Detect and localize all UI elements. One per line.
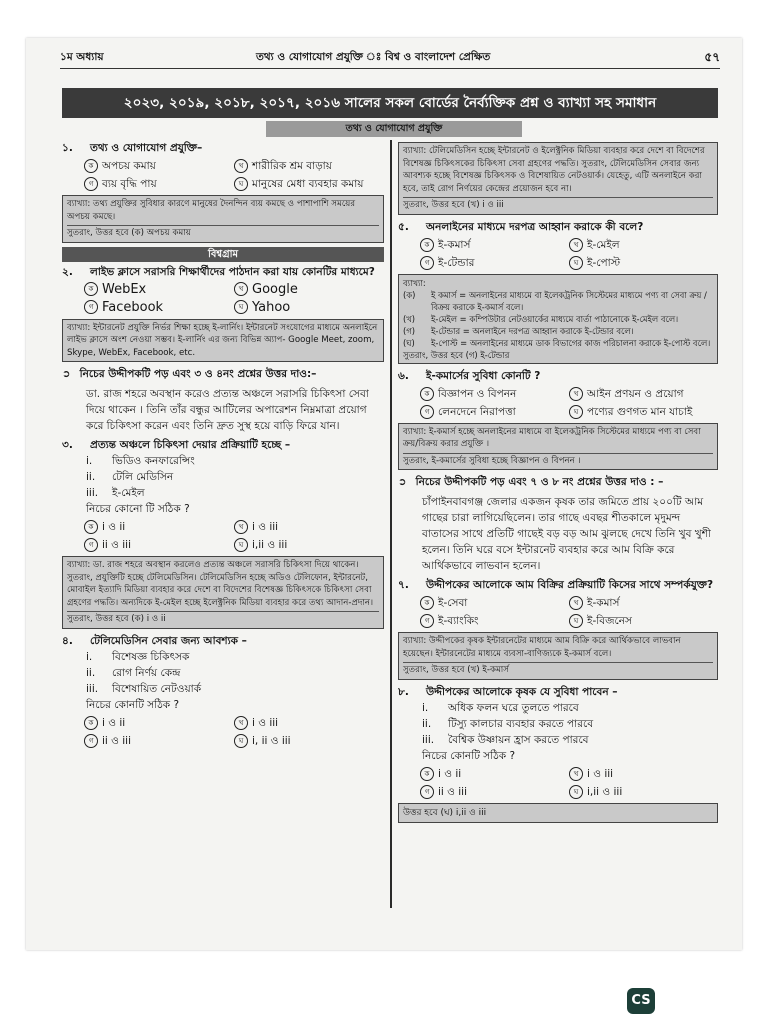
answer-text: সুতরাং, উত্তর হবে (ক) i ও ii bbox=[67, 614, 166, 624]
statement: i. বিশেষজ্ঞ চিকিৎসক bbox=[86, 650, 190, 663]
explanation-box: ব্যাখ্যা: (ক) ই কমার্স = অনলাইনের মাধ্যমে বা ইলেকট্রনিক সিস্টেমের মাধ্যমে পণ্য বা সেবা ক্রয় / বিক্রয় করাকে ই-কমার্স বলে। (খ) ই-মেইল = কম্পিউটার নেটওয়ার্কের মাধ্যমে বার্তা পাঠানোকে ই-মেইল বলে। (গ) ই-টেন্ডার = অনলাইনে দরপত্র আহ্বান করাকে ই-টেন্ডার বলে। (ঘ) ই-পোস্ট = অনলাইনের মাধ্যমে ডাক বিভাগের কাজ পরিচালনা করাকে ই-পোস্ট বলে। সুতরাং, উত্তর হবে (গ) ই-টেন্ডার bbox=[398, 274, 718, 364]
question-6-options bbox=[398, 385, 718, 421]
question-7: ৭. উদ্দীপকের আলোকে আম বিক্রির প্রক্রিয়াটি কিসের সাথে সম্পর্কযুক্ত? bbox=[398, 579, 714, 591]
scenario-heading: ➲ নিচের উদ্দীপকটি পড় এবং ৭ ও ৮ নং প্রশ্নের উত্তর দাও : – bbox=[398, 476, 664, 488]
answer-text: সুতরাং, ই-কমার্সের সুবিধা হচ্ছে বিজ্ঞাপন ও বিপনন । bbox=[403, 455, 581, 466]
question-3-options bbox=[62, 518, 384, 554]
arrow-icon: ➲ bbox=[398, 477, 407, 488]
answer-text: সুতরাং, উত্তর হবে (গ) ই-টেন্ডার bbox=[403, 349, 510, 360]
answer-text: সুতরাং, উত্তর হবে (খ) ই-কমার্স bbox=[403, 665, 509, 675]
question-8-options bbox=[398, 765, 718, 801]
option[interactable]: গ লেনদেনে নিরাপত্তা bbox=[420, 403, 569, 421]
option-mark: ক bbox=[84, 716, 98, 730]
chapter-label: ১ম অধ্যায় bbox=[60, 51, 104, 63]
explanation-box: ব্যাখ্যা: ই-কমার্স হচ্ছে অনলাইনের মাধ্যমে বা ইলেকট্রনিক সিস্টেমের মাধ্যমে পণ্য বা সেবা ক্রয়/বিক্রয় করার প্রযুক্তি । সুতরাং, ই-কমার্সের সুবিধা হচ্ছে বিজ্ঞাপন ও বিপনন । bbox=[398, 423, 718, 471]
option[interactable]: ক অপচয় কমায় bbox=[84, 157, 234, 175]
option-mark: গ bbox=[420, 785, 434, 799]
option[interactable]: ক i ও ii bbox=[84, 518, 234, 536]
statement: i. অধিক ফলন ঘরে তুলতে পারবে bbox=[422, 701, 579, 714]
option-mark: ঘ bbox=[569, 614, 583, 628]
question-ask: নিচের কোনটি সঠিক ? bbox=[422, 749, 516, 762]
camscanner-logo: CS bbox=[627, 988, 655, 1014]
option[interactable]: ঘ Yahoo bbox=[234, 299, 384, 317]
explanation-box: ব্যাখ্যা: তথ্য প্রযুক্তির সুবিধার কারণে মানুষের দৈনন্দিন ব্যয় কমছে ও পাশাপাশি সময়ের অপচয় কমছে। সুতরাং, উত্তর হবে (ক) অপচয় কমায় bbox=[62, 195, 384, 243]
option-mark: গ bbox=[420, 614, 434, 628]
answer-text: সুতরাং, উত্তর হবে (খ) i ও iii bbox=[403, 200, 504, 210]
option[interactable]: গ ii ও iii bbox=[84, 732, 234, 750]
option[interactable]: খ আইন প্রণয়ন ও প্রয়োগ bbox=[569, 385, 718, 403]
option-mark: খ bbox=[234, 520, 248, 534]
explanation-box: ব্যাখ্যা: ডা. রাজ শহরে অবস্থান করলেও প্রত্যন্ত অঞ্চলে সরাসরি চিকিৎসা দিয়ে থাকেন। সুতরাং, প্রযুক্তিটি হচ্ছে টেলিমেডিসিন। টেলিমেডিসিন হচ্ছে অডিও টেলিফোন, ইন্টারনেট, মোবাইল ইত্যাদি মিডিয়া ব্যবহার করে দেশে বা বিদেশের বিশেষজ্ঞ চিকিৎসকে চিকিৎসা সেবা গ্রহণের পদ্ধতি। অন্যদিকে ই-মেইল হচ্ছে ইলেক্ট্রনিক মিডিয়া ব্যবহার করে তথ্য আদান-প্রদান। সুতরাং, উত্তর হবে (ক) i ও ii bbox=[62, 556, 384, 629]
page-number: ৫৭ bbox=[704, 50, 720, 64]
option-mark: খ bbox=[234, 282, 248, 296]
option-mark: ঘ bbox=[234, 538, 248, 552]
subject-banner: তথ্য ও যোগাযোগ প্রযুক্তি bbox=[266, 121, 522, 137]
option[interactable]: ঘ ই-পোস্ট bbox=[569, 254, 718, 272]
explanation-box: ব্যাখ্যা: ইন্টারনেট প্রযুক্তি নির্ভর শিক্ষা হচ্ছে ই-লার্নিং। ইন্টারনেট সংযোগের মাধ্যমে অনলাইনে লাইভ ক্লাসে অংশ নেওয়া সম্ভব। ই-লার্নিং এর জন্য বিভিন্ন অ্যাপ- Google Meet, zoom, Skype, WebEx, Facebook, etc. bbox=[62, 319, 384, 363]
left-column bbox=[62, 140, 384, 752]
option-mark: গ bbox=[84, 734, 98, 748]
option-mark: খ bbox=[569, 767, 583, 781]
question-ask: নিচের কোনটি সঠিক ? bbox=[86, 698, 180, 711]
scenario-heading: ➲ নিচের উদ্দীপকটি পড় এবং ৩ ও ৪নং প্রশ্নের উত্তর দাও:– bbox=[62, 368, 317, 380]
explanation-box: ব্যাখ্যা: উদ্দীপকের কৃষক ইন্টারনেটের মাধ্যমে আম বিক্রি করে আর্থিকভাবে লাভবান হয়েছেন। ইন্টারনেটের মাধ্যমে ব্যবসা-বাণিজ্যকে ই-কমার্স বলে। সুতরাং, উত্তর হবে (খ) ই-কমার্স bbox=[398, 632, 718, 680]
scenario-text: ডা. রাজ শহরে অবস্থান করেও প্রত্যন্ত অঞ্চলে সরাসরি চিকিৎসা সেবা দিয়ে থাকেন । তিনি তাঁর বন্ধুর আটিলের অপারেশন নিম্নমাত্রা প্রয়োগ করে চিকিৎসা করেন এবং তিনি দ্রুত সুস্থ হয়ে বাড়ি ফিরে যান। bbox=[86, 388, 369, 432]
option-mark: ক bbox=[84, 520, 98, 534]
option[interactable]: খ ই-কমার্স bbox=[569, 594, 718, 612]
right-column bbox=[398, 140, 718, 825]
answer-text: সুতরাং, উত্তর হবে (ক) অপচয় কমায় bbox=[67, 228, 191, 238]
option[interactable]: খ Google bbox=[234, 281, 384, 299]
statement: ii. টেলি মেডিসিন bbox=[86, 471, 174, 483]
option[interactable]: ক ই-সেবা bbox=[420, 594, 569, 612]
option-mark: গ bbox=[84, 177, 98, 191]
option-mark: গ bbox=[420, 405, 434, 419]
statement: i. ভিডিও কনফারেন্সিং bbox=[86, 455, 195, 467]
option[interactable]: ঘ পণ্যের গুণগত মান যাচাই bbox=[569, 403, 718, 421]
question-ask: নিচের কোনো টি সঠিক ? bbox=[86, 503, 190, 515]
option-mark: ঘ bbox=[234, 734, 248, 748]
option[interactable]: ক i ও ii bbox=[84, 714, 234, 732]
option-mark: খ bbox=[234, 159, 248, 173]
option-mark: গ bbox=[420, 256, 434, 270]
option[interactable]: ক ই-কমার্স bbox=[420, 236, 569, 254]
option-mark: গ bbox=[84, 538, 98, 552]
option-mark: খ bbox=[569, 596, 583, 610]
statement: iii. বৈশ্বিক উষ্ণায়ন হ্রাস করতে পারবে bbox=[422, 733, 589, 746]
option[interactable]: ক WebEx bbox=[84, 281, 234, 299]
option[interactable]: ঘ i,ii ও iii bbox=[234, 536, 384, 554]
option[interactable]: খ i ও iii bbox=[234, 518, 384, 536]
option[interactable]: গ ব্যয় বৃদ্ধি পায় bbox=[84, 175, 234, 193]
option-mark: ঘ bbox=[234, 177, 248, 191]
scanned-page bbox=[26, 38, 742, 950]
answer-box: উত্তর হবে (ঘ) i,ii ও iii bbox=[398, 803, 718, 823]
option[interactable]: ঘ মানুষের মেধা ব্যবহার কমায় bbox=[234, 175, 384, 193]
topic-pill: বিশ্বগ্রাম bbox=[62, 247, 384, 262]
option-mark: খ bbox=[569, 238, 583, 252]
header-title: তথ্য ও যোগাযোগ প্রযুক্তি ঃ বিশ্ব ও বাংলাদেশ প্রেক্ষিত bbox=[256, 51, 491, 63]
scenario-text: চাঁপাইনবাবগঞ্জ জেলার একজন কৃষক তার জমিতে প্রায় ২০০টি আম গাছের চারা লাগিয়েছিলেন। তার গাছে এবছর শীতকালে মৃদুমন্দ বাতাসের সাথে প্রতিটি গাছেই বড় বড় আম ঝুলছে দেখে তিনি খুব খুশী হলেন। তিনি ঘরে বসে ইন্টারনেট ব্যবহার করে আম বিক্রি করে আর্থিকভাবে লাভবান হলেন। bbox=[422, 496, 711, 572]
option-mark: ঘ bbox=[569, 256, 583, 270]
option[interactable]: খ i ও iii bbox=[234, 714, 384, 732]
option[interactable]: গ ই-ব্যাংকিং bbox=[420, 612, 569, 630]
option[interactable]: খ ই-মেইল bbox=[569, 236, 718, 254]
question-2: ২. লাইভ ক্লাসে সরাসরি শিক্ষার্থীদের পাঠদান করা যায় কোনটির মাধ্যমে? bbox=[62, 265, 375, 278]
question-4-options bbox=[62, 714, 384, 750]
question-6: ৬. ই-কমার্সের সুবিধা কোনটি ? bbox=[398, 369, 541, 382]
statement: iii. বিশেষায়িত নেটওয়ার্ক bbox=[86, 682, 202, 695]
option-mark: ঘ bbox=[569, 785, 583, 799]
option[interactable]: গ ii ও iii bbox=[84, 536, 234, 554]
section-banner: ২০২৩, ২০১৯, ২০১৮, ২০১৭, ২০১৬ সালের সকল বোর্ডের নৈর্ব্যক্তিক প্রশ্ন ও ব্যাখ্যা সহ সমাধান bbox=[62, 88, 718, 118]
option-mark: গ bbox=[84, 300, 98, 314]
option[interactable]: ক i ও ii bbox=[420, 765, 569, 783]
question-7-options bbox=[398, 594, 718, 630]
statement: ii. টিস্যু কালচার ব্যবহার করতে পারবে bbox=[422, 717, 594, 730]
option[interactable]: গ ii ও iii bbox=[420, 783, 569, 801]
option-mark: ক bbox=[84, 159, 98, 173]
question-5: ৫. অনলাইনের মাধ্যমে দরপত্র আহ্বান করাকে কী বলে? bbox=[398, 220, 644, 233]
option-mark: ক bbox=[420, 767, 434, 781]
option[interactable]: গ ই-টেন্ডার bbox=[420, 254, 569, 272]
option[interactable]: ঘ i, ii ও iii bbox=[234, 732, 384, 750]
question-5-options bbox=[398, 236, 718, 272]
arrow-icon: ➲ bbox=[62, 369, 71, 380]
option-mark: ক bbox=[420, 596, 434, 610]
option-mark: ঘ bbox=[234, 300, 248, 314]
question-1-options bbox=[62, 157, 384, 193]
question-3: ৩. প্রত্যন্ত অঞ্চলে চিকিৎসা দেয়ার প্রক্রিয়াটি হচ্ছে – bbox=[62, 439, 291, 451]
option[interactable]: ঘ ই-বিজনেস bbox=[569, 612, 718, 630]
option-mark: ক bbox=[420, 238, 434, 252]
option-mark: ক bbox=[420, 387, 434, 401]
option-mark: খ bbox=[569, 387, 583, 401]
option-mark: ক bbox=[84, 282, 98, 296]
question-4: ৪. টেলিমেডিসিন সেবার জন্য আবশ্যক – bbox=[62, 634, 247, 647]
statement: iii. ই-মেইল bbox=[86, 487, 145, 499]
page-header bbox=[60, 46, 720, 69]
option[interactable]: ক বিজ্ঞাপন ও বিপনন bbox=[420, 385, 569, 403]
option[interactable]: ঘ i,ii ও iii bbox=[569, 783, 718, 801]
option[interactable]: খ শারীরিক শ্রম বাড়ায় bbox=[234, 157, 384, 175]
question-2-options bbox=[62, 281, 384, 317]
question-8: ৮. উদ্দীপকের আলোকে কৃষক যে সুবিধা পাবেন – bbox=[398, 685, 618, 698]
option-mark: ঘ bbox=[569, 405, 583, 419]
column-divider bbox=[390, 140, 392, 908]
question-1: ১. তথ্য ও যোগাযোগ প্রযুক্তি– bbox=[62, 142, 203, 154]
option[interactable]: খ i ও iii bbox=[569, 765, 718, 783]
explanation-box: ব্যাখ্যা: টেলিমেডিসিন হচ্ছে ইন্টারনেট ও ইলেক্ট্রনিক মিডিয়া ব্যবহার করে দেশে বা বিদেশের বিশেষজ্ঞ চিকিৎসকের চিকিৎসা সেবা গ্রহণের পদ্ধতি। সুতরাং, টেলিমেডিসিন সেবার জন্য আবশ্যক হচ্ছে বিশেষজ্ঞ চিকিৎসক ও বিশেষায়িত নেটওয়ার্ক। যেহেতু, এটি অনলাইনে করা হবে, তাই রোগ নির্ণয়ের কেন্দ্রের প্রয়োজন হবে না। সুতরাং, উত্তর হবে (খ) i ও iii bbox=[398, 142, 718, 215]
option-mark: খ bbox=[234, 716, 248, 730]
statement: ii. রোগ নির্ণয় কেন্দ্র bbox=[86, 666, 181, 679]
option[interactable]: গ Facebook bbox=[84, 299, 234, 317]
